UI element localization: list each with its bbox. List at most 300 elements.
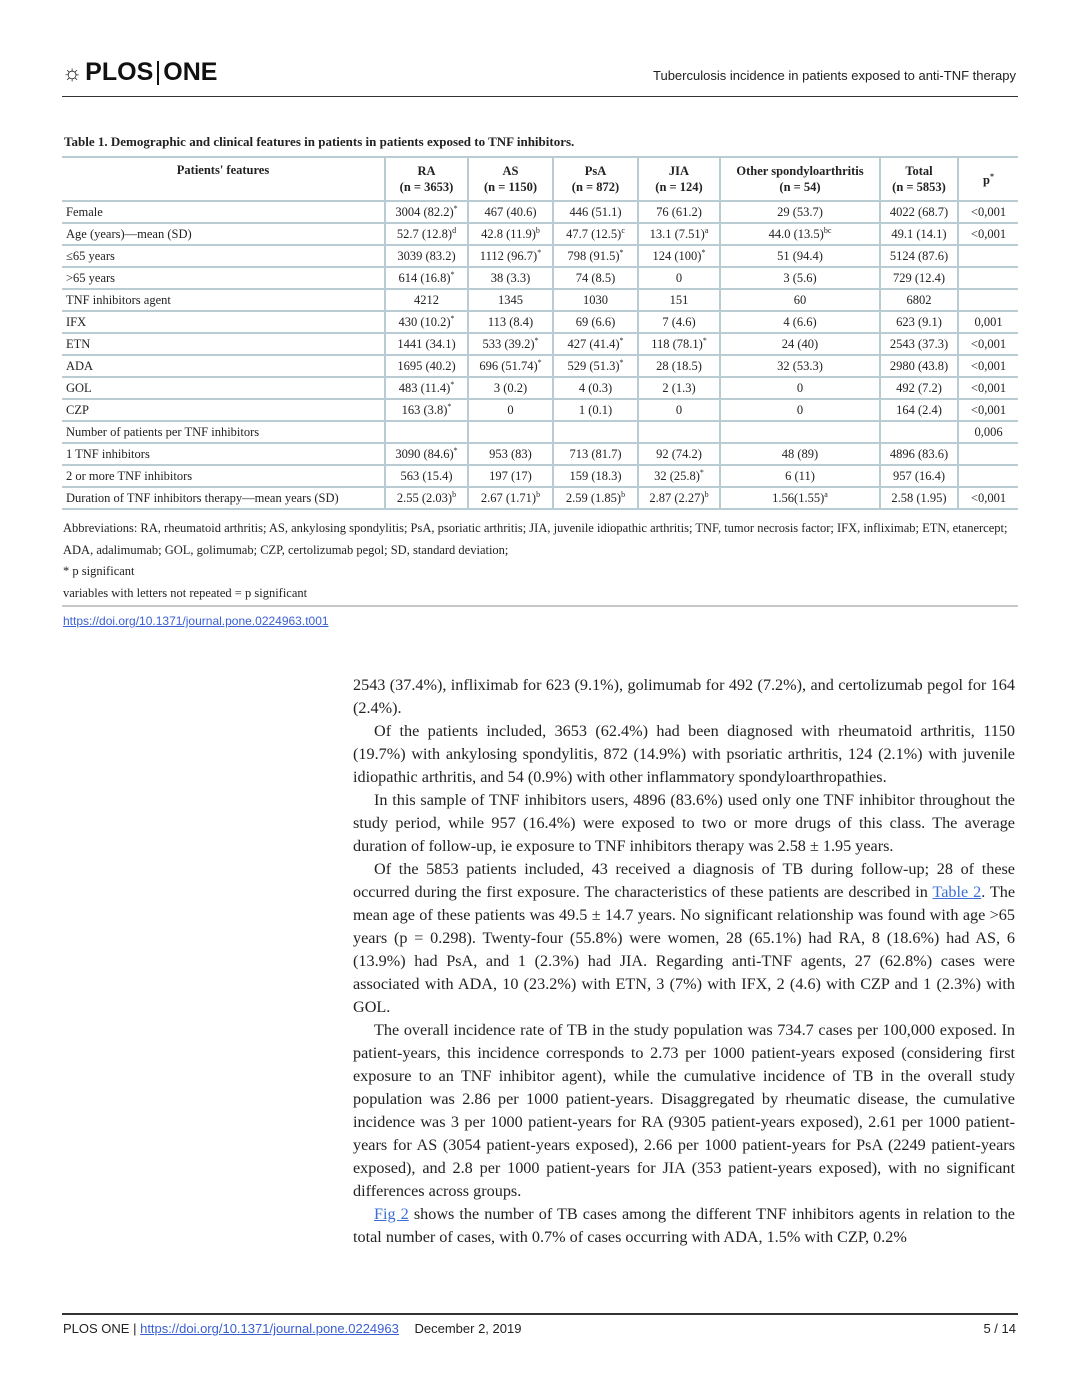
cell-value: 2.87 (2.27) xyxy=(649,491,705,506)
cell-value: 0,001 xyxy=(974,314,1003,329)
cell-value: 197 (17) xyxy=(489,468,532,483)
cell-value: 2 or more TNF inhibitors xyxy=(66,468,193,483)
cell-value: <0,001 xyxy=(970,226,1007,241)
table-1 xyxy=(62,156,1018,510)
table-cell xyxy=(638,201,720,223)
header-count: (n = 1150) xyxy=(484,180,537,194)
cell-value: 6 (11) xyxy=(785,468,815,483)
table-cell xyxy=(638,443,720,465)
cell-value: <0,001 xyxy=(970,490,1007,505)
table-cell xyxy=(553,465,638,487)
table-cell xyxy=(385,201,468,223)
table-cell xyxy=(958,289,1018,311)
table-cell xyxy=(553,355,638,377)
cell-value: 76 (61.2) xyxy=(656,204,702,219)
table-cell xyxy=(638,399,720,421)
cell-value: ADA xyxy=(66,358,94,373)
table-cell xyxy=(638,377,720,399)
cell-value: 3004 (82.2) xyxy=(395,205,454,220)
cell-value: 0 xyxy=(675,402,683,417)
header-sup: * xyxy=(989,172,994,182)
cell-value: 13.1 (7.51) xyxy=(649,227,705,242)
cell-value: 3039 (83.2) xyxy=(397,248,456,263)
fig-2-link[interactable]: Fig 2 xyxy=(374,1205,409,1223)
cell-value: 151 xyxy=(669,292,689,307)
header-label: Patients' features xyxy=(176,163,270,177)
logo-divider xyxy=(157,61,159,85)
cell-value: 5124 (87.6) xyxy=(889,248,949,263)
table-body xyxy=(62,201,1018,509)
cell-superscript: b xyxy=(452,489,457,499)
table-cell xyxy=(468,355,553,377)
table-cell xyxy=(468,223,553,245)
cell-value: 1030 xyxy=(583,292,608,307)
cell-superscript: * xyxy=(619,247,624,257)
cell-value: 2.59 (1.85) xyxy=(565,491,622,506)
cell-value: 0 xyxy=(796,380,804,395)
header-count: (n = 124) xyxy=(655,180,703,194)
table-cell xyxy=(880,201,958,223)
table-notes xyxy=(63,518,1013,604)
cell-value: 953 (83) xyxy=(489,446,532,461)
cell-value: 164 (2.4) xyxy=(896,402,942,417)
table-cell xyxy=(720,355,880,377)
table-cell xyxy=(553,289,638,311)
cell-value: 427 (41.4) xyxy=(567,337,620,352)
cell-value: 124 (100) xyxy=(652,249,702,264)
table-cell xyxy=(638,465,720,487)
cell-value: Duration of TNF inhibitors therapy—mean years (SD) xyxy=(66,490,339,505)
row-label xyxy=(62,201,385,223)
table-cell xyxy=(385,267,468,289)
plos-sun-icon: ☼ xyxy=(62,59,83,85)
cell-value: 563 (15.4) xyxy=(400,468,453,483)
cell-value: 623 (9.1) xyxy=(896,314,942,329)
table-cell xyxy=(553,443,638,465)
cell-value: 29 (53.7) xyxy=(777,204,823,219)
table-cell xyxy=(958,465,1018,487)
cell-superscript: * xyxy=(699,467,704,477)
row-label xyxy=(62,465,385,487)
table-cell xyxy=(385,311,468,333)
table-row xyxy=(62,201,1018,223)
cell-value: <0,001 xyxy=(970,358,1007,373)
cell-value: 2.55 (2.03) xyxy=(396,491,453,506)
paragraph: Of the patients included, 3653 (62.4%) had been diagnosed with rheumatoid arthritis, 1150 (19.7%) with ankylosing spondylitis, 872 (14.9%) with psoriatic arthritis, 124 (2.1%) with juvenile idiopathic arthritis, and 54 (0.9%) with other inflammatory spondyloarthropathies. xyxy=(353,722,1015,786)
cell-superscript: a xyxy=(704,225,709,235)
table-cell xyxy=(638,311,720,333)
table-cell xyxy=(958,355,1018,377)
cell-value: 1 TNF inhibitors xyxy=(66,446,150,461)
table-cell xyxy=(638,355,720,377)
column-header xyxy=(720,157,880,201)
table-cell xyxy=(720,267,880,289)
cell-value: 32 (25.8) xyxy=(654,469,700,484)
table-cell xyxy=(468,289,553,311)
table-cell xyxy=(385,421,468,443)
cell-value: 1441 (34.1) xyxy=(397,336,456,351)
cell-value: 118 (78.1) xyxy=(651,337,703,352)
table-cell xyxy=(958,399,1018,421)
table-row xyxy=(62,311,1018,333)
cell-value: 4896 (83.6) xyxy=(889,446,949,461)
cell-value: >65 years xyxy=(66,270,116,285)
cell-superscript: * xyxy=(453,203,458,213)
table-cell xyxy=(880,465,958,487)
header-count: (n = 5853) xyxy=(892,180,946,194)
table-cell xyxy=(468,245,553,267)
table-cell xyxy=(385,465,468,487)
header-label: JIA xyxy=(668,164,690,178)
cell-value: 957 (16.4) xyxy=(892,468,946,483)
table-cell xyxy=(720,311,880,333)
table-cell xyxy=(958,421,1018,443)
table-cell xyxy=(385,333,468,355)
table-cell xyxy=(720,245,880,267)
cell-value: 52.7 (12.8) xyxy=(396,227,453,242)
table-cell xyxy=(553,223,638,245)
row-label xyxy=(62,399,385,421)
column-header xyxy=(958,157,1018,201)
table-cell xyxy=(553,487,638,509)
table-cell xyxy=(720,333,880,355)
table-cell xyxy=(468,267,553,289)
cell-superscript: * xyxy=(702,335,707,345)
table-cell xyxy=(880,487,958,509)
table-cell xyxy=(553,333,638,355)
cell-value: Number of patients per TNF inhibitors xyxy=(66,424,260,439)
row-label xyxy=(62,377,385,399)
cell-value: 467 (40.6) xyxy=(484,204,537,219)
table-cell xyxy=(553,245,638,267)
cell-value: 2.58 (1.95) xyxy=(891,490,947,505)
table-cell xyxy=(880,289,958,311)
cell-value: 2543 (37.3) xyxy=(889,336,949,351)
row-label xyxy=(62,245,385,267)
table-row xyxy=(62,267,1018,289)
cell-superscript: b xyxy=(621,489,626,499)
column-header xyxy=(385,157,468,201)
text: shows the number of TB cases among the different TNF inhibitors agents in relation to the total number of cases, with 0.7% of cases occurring with ADA, 1.5% with CZP, 0.2% xyxy=(353,1205,1015,1246)
cell-value: 4 (0.3) xyxy=(578,380,613,395)
cell-value: 446 (51.1) xyxy=(569,204,622,219)
cell-value: 2 (1.3) xyxy=(662,380,696,395)
table-cell xyxy=(385,289,468,311)
cell-value: 0 xyxy=(507,402,514,417)
cell-value: 4212 xyxy=(414,292,439,307)
cell-value: 729 (12.4) xyxy=(892,270,946,285)
cell-value: 163 (3.8) xyxy=(401,403,448,418)
header-label: Total xyxy=(905,164,933,178)
cell-superscript: c xyxy=(621,225,625,235)
table-header-row xyxy=(62,157,1018,201)
cell-value: 1.56(1.55) xyxy=(772,491,825,506)
table-cell xyxy=(720,487,880,509)
table-cell xyxy=(468,377,553,399)
plos-one-logo xyxy=(62,58,217,87)
cell-value: 1345 xyxy=(498,292,523,307)
cell-value: 3 (5.6) xyxy=(783,270,817,285)
table-row xyxy=(62,377,1018,399)
table-row xyxy=(62,421,1018,443)
row-label xyxy=(62,289,385,311)
row-label xyxy=(62,333,385,355)
table-row xyxy=(62,465,1018,487)
cell-superscript: a xyxy=(824,489,828,499)
table-cell xyxy=(958,223,1018,245)
abbreviations-note: Abbreviations: RA, rheumatoid arthritis; AS, ankylosing spondylitis; PsA, psoriatic arthritis; JIA, juvenile idiopathic arthritis; TNF, tumor necrosis factor; IFX, infliximab; ETN, etanercept; ADA, adalimumab; GOL, golimumab; CZP, certolizumab pegol; SD, standard deviation; xyxy=(63,521,1008,557)
table-cell xyxy=(880,355,958,377)
cell-value: 49.1 (14.1) xyxy=(891,226,947,241)
header-rule xyxy=(62,96,1018,97)
cell-value: ETN xyxy=(66,336,91,351)
table-cell xyxy=(385,245,468,267)
cell-value: 483 (11.4) xyxy=(398,381,451,396)
cell-superscript: * xyxy=(453,445,458,455)
column-header xyxy=(880,157,958,201)
table-cell xyxy=(385,377,468,399)
table-cell xyxy=(958,311,1018,333)
table-cell xyxy=(638,421,720,443)
cell-value: 3090 (84.6) xyxy=(395,447,454,462)
cell-value: CZP xyxy=(66,402,89,417)
cell-value: <0,001 xyxy=(970,336,1007,351)
cell-value: 0,006 xyxy=(974,424,1003,439)
cell-superscript: bc xyxy=(823,225,832,235)
row-label xyxy=(62,311,385,333)
table-cell xyxy=(468,333,553,355)
header-label: p xyxy=(983,173,990,188)
table-cell xyxy=(468,201,553,223)
table-cell xyxy=(638,487,720,509)
table-cell xyxy=(958,443,1018,465)
table-cell xyxy=(468,311,553,333)
logo-text-one: ONE xyxy=(163,58,218,86)
cell-value: 1112 (96.7) xyxy=(479,249,538,264)
table-cell xyxy=(880,377,958,399)
cell-value: GOL xyxy=(66,380,92,395)
paragraph xyxy=(353,858,1015,1019)
table-row xyxy=(62,487,1018,509)
table-2-link[interactable]: Table 2 xyxy=(932,883,982,901)
cell-value: 4022 (68.7) xyxy=(889,204,949,219)
table-cell xyxy=(958,487,1018,509)
text: . The mean age of these patients was 49.5 ± 14.7 years. No significant relationship was found with age >65 years (p = 0.298). Twenty-four (55.8%) were women, 28 (65.1%) had RA, 8 (18.6%) had AS, 6 (13.9%) had PsA, and 1 (2.3%) had JIA. Regarding anti-TNF agents, 27 (62.8%) cases were associated with ADA, 10 (23.2%) with ETN, 3 (7%) with IFX, 2 (4.6) with CZP and 1 (2.3%) with GOL. xyxy=(353,883,1016,1016)
cell-superscript: * xyxy=(447,401,452,411)
cell-value: TNF inhibitors agent xyxy=(66,292,171,307)
table-cell xyxy=(958,201,1018,223)
cell-value: 6802 xyxy=(906,292,932,307)
header-count: (n = 54) xyxy=(779,180,821,194)
table-cell xyxy=(468,443,553,465)
cell-superscript: b xyxy=(536,489,541,499)
footer-rule xyxy=(62,1313,1018,1315)
table-cell xyxy=(880,245,958,267)
cell-value: 529 (51.3) xyxy=(567,359,620,374)
table-cell xyxy=(880,223,958,245)
page-number: 5 / 14 xyxy=(983,1321,1016,1336)
cell-value: 113 (8.4) xyxy=(487,314,534,329)
cell-superscript: * xyxy=(701,247,706,257)
cell-value: 74 (8.5) xyxy=(575,270,616,285)
footer-doi-link[interactable]: https://doi.org/10.1371/journal.pone.0224963 xyxy=(140,1321,399,1336)
cell-value: 696 (51.74) xyxy=(479,359,538,374)
cell-value: 60 xyxy=(793,292,807,307)
footer-date: December 2, 2019 xyxy=(414,1321,522,1336)
cell-value: 7 (4.6) xyxy=(662,314,696,329)
table-cell xyxy=(385,355,468,377)
table-row xyxy=(62,245,1018,267)
running-title: Tuberculosis incidence in patients exposed to anti-TNF therapy xyxy=(653,68,1016,83)
cell-value: <0,001 xyxy=(970,402,1007,417)
cell-superscript: * xyxy=(619,335,624,345)
cell-value: 2980 (43.8) xyxy=(889,358,949,373)
cell-value: 430 (10.2) xyxy=(398,315,451,330)
table-cell xyxy=(553,311,638,333)
header-label: Other spondyloarthritis xyxy=(736,164,864,178)
table-cell xyxy=(385,443,468,465)
table-cell xyxy=(880,443,958,465)
footer-journal: PLOS ONE | xyxy=(63,1321,137,1336)
cell-superscript: * xyxy=(450,313,455,323)
column-header xyxy=(468,157,553,201)
paragraph: 2543 (37.4%), infliximab for 623 (9.1%), golimumab for 492 (7.2%), and certolizumab pegol for 164 (2.4%). xyxy=(353,676,1015,717)
cell-value: Female xyxy=(66,204,103,219)
cell-value: 2.67 (1.71) xyxy=(480,491,537,506)
table-cell xyxy=(553,399,638,421)
table-cell xyxy=(720,289,880,311)
table-cell xyxy=(720,377,880,399)
cell-value: 24 (40) xyxy=(781,336,819,351)
table-cell xyxy=(385,399,468,421)
table-cell xyxy=(385,223,468,245)
cell-value: 32 (53.3) xyxy=(777,358,823,373)
table-cell xyxy=(880,399,958,421)
article-body xyxy=(353,674,1015,1249)
cell-value: 69 (6.6) xyxy=(575,314,616,329)
cell-value: 492 (7.2) xyxy=(896,380,942,395)
table-cell xyxy=(468,399,553,421)
cell-value: IFX xyxy=(66,314,87,329)
header-count: (n = 872) xyxy=(571,180,620,194)
cell-value: 1695 (40.2) xyxy=(397,358,456,373)
table-cell xyxy=(638,223,720,245)
table-cell xyxy=(385,487,468,509)
table-cell xyxy=(553,377,638,399)
header-count: (n = 3653) xyxy=(399,180,454,194)
table-cell xyxy=(720,201,880,223)
table-cell xyxy=(468,421,553,443)
column-header xyxy=(553,157,638,201)
table-row xyxy=(62,333,1018,355)
footer xyxy=(63,1321,521,1336)
text: Of the 5853 patients included, 43 received a diagnosis of TB during follow-up; 28 of these occurred during the first exposure. The characteristics of these patients are described in xyxy=(353,860,1015,901)
paragraph: In this sample of TNF inhibitors users, 4896 (83.6%) used only one TNF inhibitor throughout the study period, while 957 (16.4%) were exposed to two or more drugs of this class. The average duration of follow-up, ie exposure to TNF inhibitors therapy was 2.58 ± 1.95 years. xyxy=(353,791,1015,855)
paragraph: The overall incidence rate of TB in the study population was 734.7 cases per 100,000 exposed. In patient-years, this incidence corresponds to 2.73 per 1000 patient-years exposed (considering first exposure to an TNF inhibitor agent), while the cumulative incidence of TB in the overall study population was 2.86 per 1000 patient-years. Disaggregated by rheumatic disease, the cumulative incidence was 3 per 1000 patient-years for RA (9305 patient-years exposed), 2.61 per 1000 patient-years for AS (3054 patient-years exposed), 2.66 per 1000 patient-years for PsA (2249 patient-years exposed), and 2.8 per 1000 patient-years for JIA (353 patient-years exposed), with no significant differences across groups. xyxy=(353,1021,1015,1200)
table-cell xyxy=(468,487,553,509)
cell-superscript: * xyxy=(619,357,624,367)
table-row xyxy=(62,443,1018,465)
row-label xyxy=(62,443,385,465)
table-cell xyxy=(720,465,880,487)
cell-superscript: * xyxy=(450,269,455,279)
cell-value: 713 (81.7) xyxy=(569,446,622,461)
table-cell xyxy=(958,333,1018,355)
cell-superscript: * xyxy=(537,357,542,367)
cell-value: 3 (0.2) xyxy=(493,380,528,395)
table-cell xyxy=(553,201,638,223)
column-header xyxy=(62,157,385,201)
cell-value: 0 xyxy=(675,270,683,285)
table-cell xyxy=(720,399,880,421)
header-label: RA xyxy=(417,164,436,178)
table-cell xyxy=(638,289,720,311)
cell-value: 0 xyxy=(796,402,804,417)
cell-value: 533 (39.2) xyxy=(482,337,535,352)
table-cell xyxy=(638,333,720,355)
table-row xyxy=(62,399,1018,421)
table-cell xyxy=(880,311,958,333)
cell-value: 42.8 (11.9) xyxy=(481,227,536,242)
table-cell xyxy=(720,443,880,465)
table-row xyxy=(62,223,1018,245)
cell-value: 48 (89) xyxy=(781,446,819,461)
table-cell xyxy=(880,333,958,355)
cell-superscript: * xyxy=(450,379,455,389)
cell-value: Age (years)—mean (SD) xyxy=(66,226,192,241)
table-cell xyxy=(553,421,638,443)
cell-value: 1 (0.1) xyxy=(578,402,613,417)
cell-value: 159 (18.3) xyxy=(569,468,622,483)
cell-value: 44.0 (13.5) xyxy=(768,227,824,242)
letters-note: variables with letters not repeated = p significant xyxy=(63,585,308,600)
table-cell xyxy=(720,421,880,443)
table-cell xyxy=(880,267,958,289)
cell-value: 47.7 (12.5) xyxy=(566,227,622,242)
cell-value: 92 (74.2) xyxy=(656,446,702,461)
cell-value: <0,001 xyxy=(970,204,1007,219)
table-doi-link[interactable]: https://doi.org/10.1371/journal.pone.0224963.t001 xyxy=(63,614,329,628)
cell-superscript: * xyxy=(534,335,539,345)
cell-superscript: * xyxy=(537,247,542,257)
header-label: PsA xyxy=(584,164,607,178)
cell-value: 614 (16.8) xyxy=(398,271,451,286)
row-label xyxy=(62,267,385,289)
table-row xyxy=(62,289,1018,311)
table-cell xyxy=(638,245,720,267)
cell-value: 51 (94.4) xyxy=(777,248,823,263)
significance-note: * p significant xyxy=(63,564,135,578)
row-label xyxy=(62,421,385,443)
cell-value: ≤65 years xyxy=(66,248,115,263)
table-cell xyxy=(553,267,638,289)
cell-value: 38 (3.3) xyxy=(490,270,531,285)
table-cell xyxy=(958,245,1018,267)
row-label xyxy=(62,487,385,509)
table-cell xyxy=(958,377,1018,399)
table-cell xyxy=(958,267,1018,289)
table-row xyxy=(62,355,1018,377)
cell-superscript: d xyxy=(452,225,457,235)
table-cell xyxy=(638,267,720,289)
notes-rule xyxy=(62,605,1018,607)
table-cell xyxy=(468,465,553,487)
row-label xyxy=(62,355,385,377)
cell-value: <0,001 xyxy=(970,380,1007,395)
header-label: AS xyxy=(502,164,519,178)
cell-value: 4 (6.6) xyxy=(783,314,817,329)
table-cell xyxy=(720,223,880,245)
